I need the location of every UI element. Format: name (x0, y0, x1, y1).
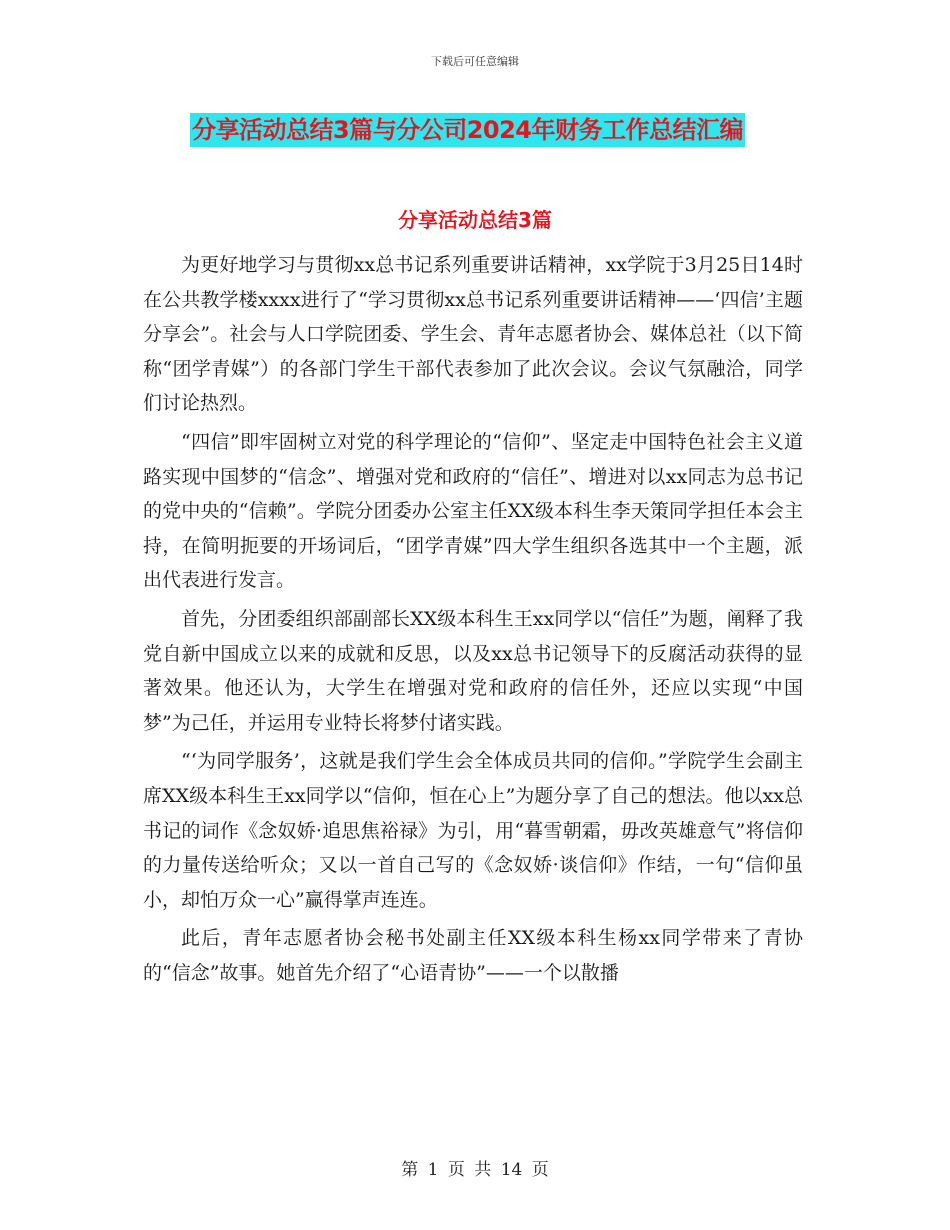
paragraph: 为更好地学习与贯彻xx总书记系列重要讲话精神，xx学院于3月25日14时在公共教学楼xxxx进行了“学习贯彻xx总书记系列重要讲话精神——‘四信’主题分享会”。社会与人口学院团委、学生会、青年志愿者协会、媒体总社（以下简称“团学青媒”）的各部门学生干部代表参加了此次会议。会议气氛融洽，同学们讨论热烈。 (143, 254, 803, 415)
page-number-footer: 第 1 页 共 14 页 (401, 1160, 549, 1180)
paragraph: 此后，青年志愿者协会秘书处副主任XX级本科生杨xx同学带来了青协的“信念”故事。她首先介绍了“心语青协”——一个以散播 (143, 927, 803, 984)
paragraph: 首先，分团委组织部副部长XX级本科生王xx同学以“信任”为题，阐释了我党自新中国成立以来的成就和反思，以及xx总书记领导下的反腐活动获得的显著效果。他还认为，大学生在增强对党和政府的信任外，还应以实现“中国梦”为己任，并运用专业特长将梦付诸实践。 (143, 607, 803, 734)
page-header-note: 下载后可任意编辑 (431, 55, 519, 68)
section-heading: 分享活动总结3篇 (398, 208, 552, 232)
document-title: 分享活动总结3篇与分公司2024年财务工作总结汇编 (190, 113, 745, 147)
paragraph: “四信”即牢固树立对党的科学理论的“信仰”、坚定走中国特色社会主义道路实现中国梦的“信念”、增强对党和政府的“信任”、增进对以xx同志为总书记的党中央的“信赖”。学院分团委办公室主任XX级本科生李天策同学担任本会主持，在简明扼要的开场词后，“团学青媒”四大学生组织各选其中一个主题，派出代表进行发言。 (143, 430, 803, 592)
document-body (143, 248, 803, 994)
paragraph: “‘为同学服务’，这就是我们学生会全体成员共同的信仰。”学院学生会副主席XX级本科生王xx同学以“信仰，恒在心上”为题分享了自己的想法。他以xx总书记的词作《念奴娇·追思焦裕禄》为引，用“暮雪朝霜，毋改英雄意气”将信仰的力量传送给听众；又以一首自己写的《念奴娇·谈信仰》作结，一句“信仰虽小，却怕万众一心”赢得掌声连连。 (143, 750, 803, 911)
